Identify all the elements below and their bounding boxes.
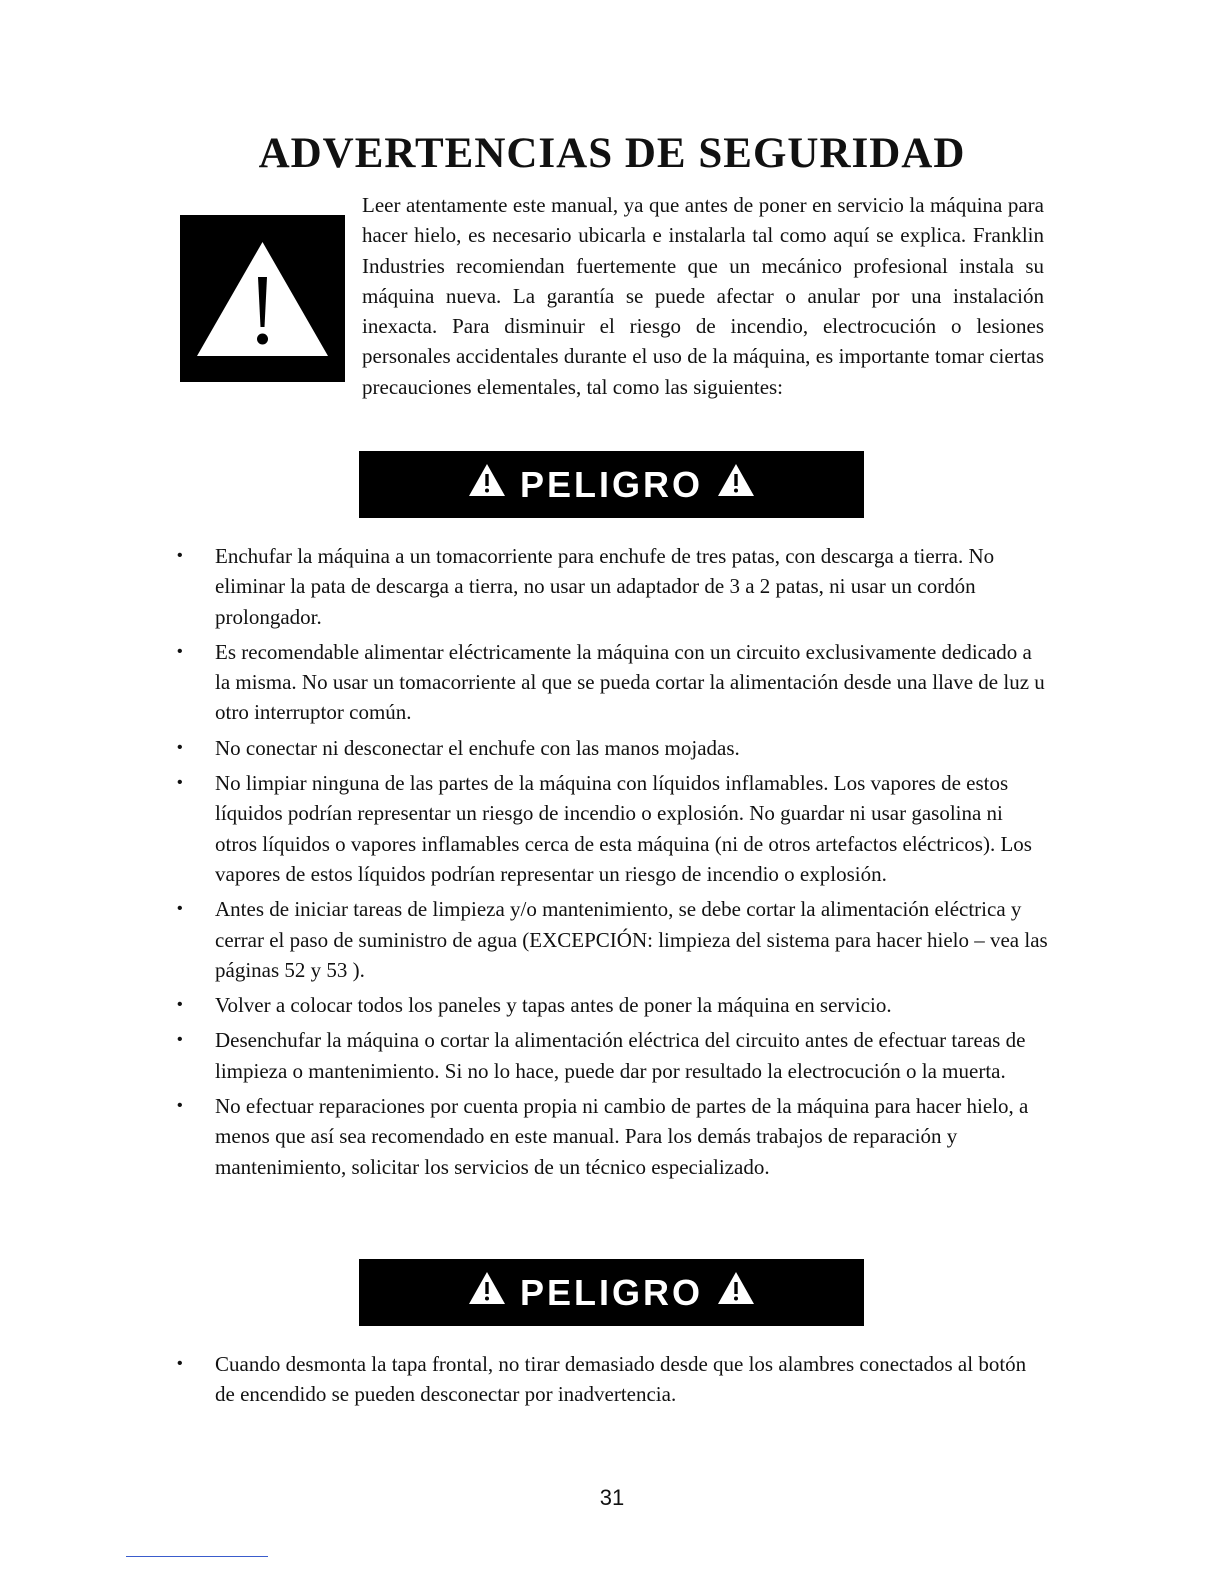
warning-triangle-icon: [468, 1271, 506, 1314]
page-number: 31: [599, 1485, 625, 1510]
list-item: • Volver a colocar todos los paneles y tapas antes de poner la máquina en servicio.: [0, 990, 1224, 1020]
safety-list: [0, 541, 1224, 1187]
danger-banner: [359, 1259, 864, 1326]
danger-banner-label: PELIGRO: [519, 1271, 704, 1313]
list-item: • Es recomendable alimentar eléctricamente la máquina con un circuito exclusivamente dedicado a la misma. No usar un tomacorriente al que se pueda cortar la alimentación desde una llave de luz u otro interruptor común.: [0, 637, 1224, 728]
warning-triangle-icon: [468, 463, 506, 506]
list-item: • No efectuar reparaciones por cuenta propia ni cambio de partes de la máquina para hacer hielo, a menos que así sea recomendado en este manual. Para los demás trabajos de reparación y mantenimiento, solicitar los servicios de un técnico especializado.: [0, 1091, 1224, 1182]
list-item: • No limpiar ninguna de las partes de la máquina con líquidos inflamables. Los vapores de estos líquidos podrían representar un riesgo de incendio o explosión. No guardar ni usar gasolina ni otros líquidos o vapores inflamables cerca de esta máquina (ni de otros artefactos eléctricos). Los vapores de estos líquidos podrían representar un riesgo de incendio o explosión.: [0, 768, 1224, 889]
warning-triangle-icon: [717, 1271, 755, 1314]
list-item: • Enchufar la máquina a un tomacorriente para enchufe de tres patas, con descarga a tierra. No eliminar la pata de descarga a tierra, no usar un adaptador de 3 a 2 patas, ni usar un cordón prolongador.: [0, 541, 1224, 632]
list-item: • Antes de iniciar tareas de limpieza y/o mantenimiento, se debe cortar la alimentación eléctrica y cerrar el paso de suministro de agua (EXCEPCIÓN: limpieza del sistema para hacer hielo – vea las páginas 52 y 53 ).: [0, 894, 1224, 985]
danger-banner-label: PELIGRO: [519, 463, 704, 505]
warning-triangle-icon: [717, 463, 755, 506]
safety-list: [0, 1349, 1224, 1415]
footnote-divider: [126, 1556, 268, 1557]
warning-triangle-icon: [180, 215, 345, 382]
danger-banner: [359, 451, 864, 518]
list-item: • Cuando desmonta la tapa frontal, no tirar demasiado desde que los alambres conectados al botón de encendido se pueden desconectar por inadvertencia.: [0, 1349, 1224, 1410]
list-item: • No conectar ni desconectar el enchufe con las manos mojadas.: [0, 733, 1224, 763]
list-item: • Desenchufar la máquina o cortar la alimentación eléctrica del circuito antes de efectuar tareas de limpieza o mantenimiento. Si no lo hace, puede dar por resultado la electrocución o la muerta.: [0, 1025, 1224, 1086]
intro-paragraph: Leer atentamente este manual, ya que antes de poner en servicio la máquina para hacer hielo, es necesario ubicarla e instalarla tal como aquí se explica. Franklin Industries recomiendan fuertemente que un mecánico profesional instala su máquina nueva. La garantía se puede afectar o anular por una instalación inexacta. Para disminuir el riesgo de incendio, electrocución o lesiones personales accidentales durante el uso de la máquina, es importante tomar ciertas precauciones elementales, tal como las siguientes:: [362, 193, 1044, 399]
page-title: ADVERTENCIAS DE SEGURIDAD: [258, 130, 966, 177]
